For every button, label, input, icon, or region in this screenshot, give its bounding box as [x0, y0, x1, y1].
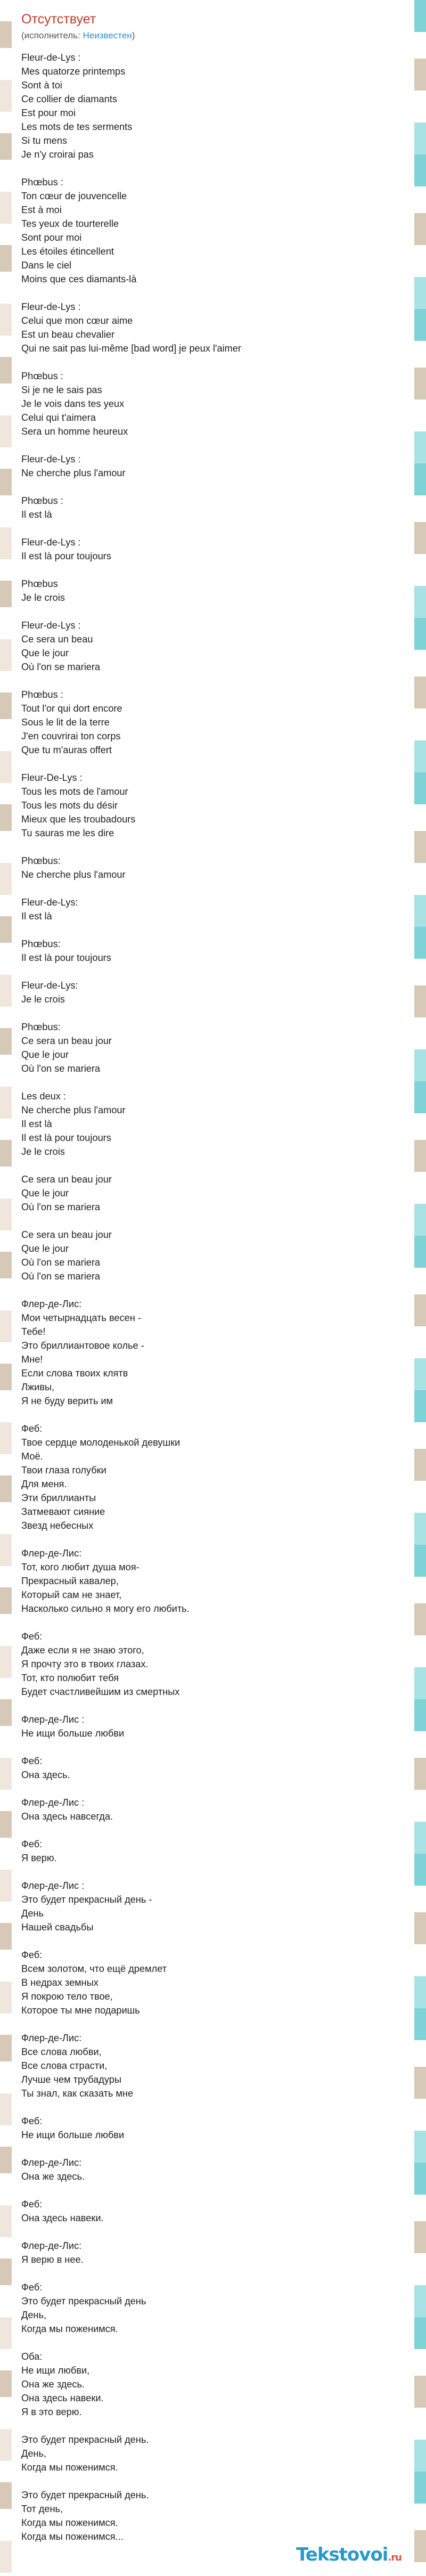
performer-link[interactable]: Неизвестен [83, 30, 132, 40]
logo-text: Tekstovoi [296, 2544, 388, 2565]
lyrics-text: Fleur-de-Lys : Mes quatorze printemps Sont à toi Ce collier de diamants Est pour moi Les mots de tes serments Si tu mens Je n'y croirai pas Phœbus : Ton cœur de jouvencelle Est à moi Tes yeux de tourterelle Sont pour moi Les étoiles étincellent Dans le ciel Moins que ces diamants-là Fleur-de-Lys : Celui que mon cœur aime Est un beau chevalier Qui ne sait pas lui-même [bad word] je peux l'aimer Phœbus : Si je ne le sais pas Je le vois dans tes yeux Celui qui t'aimera Sera un homme heureux Fleur-de-Lys : Ne cherche plus l'amour Phœbus : Il est là Fleur-de-Lys : Il est là pour toujours Phœbus Je le crois Fleur-de-Lys : Ce sera un beau Que le jour Où l'on se mariera Phœbus : Tout l'or qui dort encore Sous le lit de la terre J'en couvrirai ton corps Que tu m'auras offert Fleur-De-Lys : Tous les mots de l'amour Tous les mots du désir Mieux que les troubadours Tu sauras me les dire Phœbus: Ne cherche plus l'amour Fleur-de-Lys: Il est là Phœbus: Il est là pour toujours Fleur-de-Lys: Je le crois Phœbus: Ce sera un beau jour Que le jour Où l'on se mariera Les deux : Ne cherche plus l'amour Il est là Il est là pour toujours Je le crois Ce sera un beau jour Que le jour Où l'on se mariera Ce sera un beau jour Que le jour Où l'on se mariera Où l'on se mariera Флер-де-Лис: Мои четырнадцать весен - Тебе! Это бриллиантовое колье - Мне! Если слова твоих клятв Лживы, Я не буду верить им Феб: Твое сердце молоденькой девушки Моё. Твои глаза голубки Для меня. Эти бриллианты Затмевают сияние Звезд небесных Флер-де-Лис: Тот, кого любит душа моя- Прекрасный кавалер, Который сам не знает, Насколько сильно я могу его любить. Феб: Даже если я не знаю этого, Я прочту это в твоих глазах. Тот, кто полюбит тебя Будет счастливейшим из смертных Флер-де-Лис : Не ищи больше любви Феб: Она здесь. Флер-де-Лис : Она здесь навсегда. Феб: Я верю. Флер-де-Лис : Это будет прекрасный день - День Нашей свадьбы Феб: Всем золотом, что ещё дремлет В недрах земных Я покрою тело твое, Которое ты мне подаришь Флер-де-Лис: Все слова любви, Все слова страсти, Лучше чем трубадуры Ты знал, как сказать мне Феб: Не ищи больше любви Флер-де-Лис: Она же здесь. Феб: Она здесь навеки. Флер-де-Лис: Я верю в нее. Феб: Это будет прекрасный день День, Когда мы поженимся. Оба: Не ищи любви, Она же здесь. Она здесь навеки. Я в это верю. Это будет прекрасный день. День, Когда мы поженимся. Это будет прекрасный день. Тот день, Когда мы поженимся. Когда мы поженимся... [21, 52, 241, 2542]
logo-suffix: .ru [388, 2552, 402, 2563]
decorative-left-stripe [0, 0, 12, 2576]
site-logo[interactable] [296, 2544, 402, 2565]
song-performer-line [21, 30, 394, 41]
song-title: Отсутствует [21, 12, 96, 27]
decorative-right-stripe [414, 0, 426, 2576]
performer-prefix: (исполнитель: [21, 30, 83, 40]
song-content [21, 7, 394, 2544]
performer-suffix: ) [132, 30, 135, 40]
